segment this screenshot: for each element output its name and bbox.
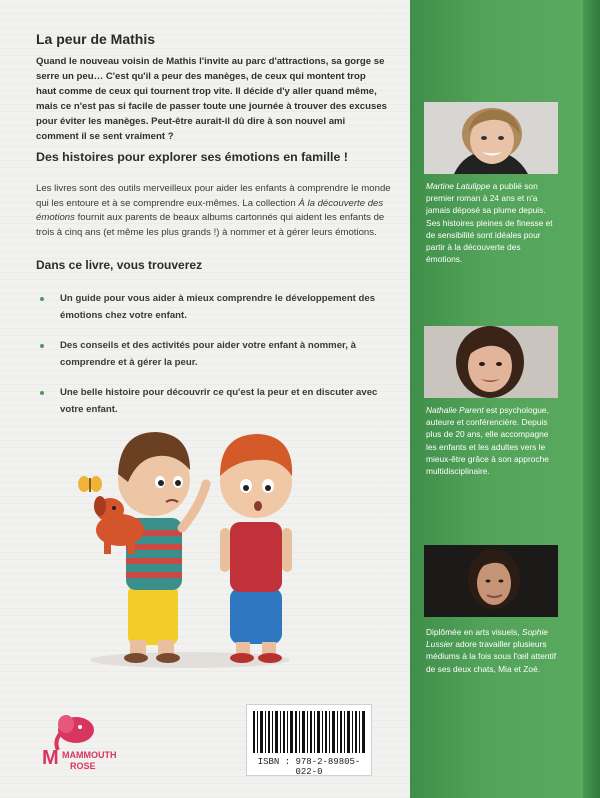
illustrator-name: Sophie Lussier	[426, 627, 548, 650]
logo-text-line1: MAMMOUTH	[62, 750, 117, 760]
isbn-text: ISBN : 978-2-89805-022-0	[257, 757, 361, 777]
series-heading: Des histoires pour explorer ses émotions en famille !	[36, 150, 348, 164]
contents-item	[36, 337, 386, 371]
svg-text:M: M	[42, 747, 59, 769]
series-description	[36, 182, 392, 240]
series-text-end: fournit aux parents de beaux albums cartonnés qui aident les enfants de trois à cinq ans (et même les plus grands !) à nommer et à gérer leurs émotions.	[36, 212, 385, 238]
boy-neighbor	[220, 434, 292, 663]
illustrator-bio-start: Diplômée en arts visuels,	[426, 627, 522, 637]
cover-illustration	[70, 410, 320, 670]
barcode-icon	[253, 711, 365, 753]
publisher-logo	[40, 712, 120, 780]
author-bio-text: est psychologue, auteure et conférencière. Depuis plus de 20 ans, elle accompagne les enfants et les adultes vers le mieux-être grâce à son approche multidisciplinaire.	[426, 405, 549, 477]
author-photo-martine	[424, 102, 558, 174]
contents-item-text: Des conseils et des activités pour aider votre enfant à nommer, à comprendre et à gérer la peur.	[60, 340, 356, 368]
series-text-start: Les livres sont des outils merveilleux pour aider les enfants à comprendre le monde qui les entoure et à se comprendre eux-mêmes. La collection	[36, 183, 391, 209]
contents-item	[36, 290, 386, 324]
synopsis: Quand le nouveau voisin de Mathis l'invite au parc d'attractions, sa gorge se serre un peu… C'est qu'il a peur des manèges, de ceux qui montent trop haut comme de ceux qui tournent trop vite. Il décide d'y aller quand même, mais ce n'est pas si facile de passer toute une journée à trouver des excuses pour éviter les manèges. Peut-être aurait-il dû dire à son nouvel ami comment il se sent vraiment ?	[36, 56, 388, 142]
author-name: Martine Latulippe	[426, 181, 491, 191]
author-bio-nathalie	[426, 404, 558, 477]
series-name: À la découverte des émotions	[36, 197, 384, 223]
logo-text-line2: ROSE	[70, 761, 96, 771]
contents-item-text: Un guide pour vous aider à mieux comprendre le développement des émotions chez votre enfant.	[60, 293, 376, 321]
illustrator-bio-end: adore travailler plusieurs médiums à la fois sous l'œil attentif de ses deux chats, Mia et Zoé.	[426, 639, 557, 674]
bullet-dot-icon	[40, 344, 44, 348]
bullet-dot-icon	[40, 297, 44, 301]
book-spine-edge	[583, 0, 600, 798]
illustrator-photo-sophie	[424, 545, 558, 617]
book-title: La peur de Mathis	[36, 31, 156, 47]
barcode	[246, 704, 372, 776]
author-photo-nathalie	[424, 326, 558, 398]
contents-heading: Dans ce livre, vous trouverez	[36, 258, 203, 272]
author-name: Nathalie Parent	[426, 405, 484, 415]
bullet-dot-icon	[40, 391, 44, 395]
butterfly-icon	[78, 476, 102, 492]
illustrator-bio-sophie	[426, 626, 558, 675]
author-bio-martine	[426, 180, 558, 265]
author-bio-text: a publié son premier roman à 24 ans et n'a jamais déposé sa plume depuis. Ses histoires pleines de finesse et de sensibilité sont idéales pour partir à la découverte des émotions.	[426, 181, 553, 265]
contents-item-text: Une belle histoire pour découvrir ce qu'est la peur et en discuter avec votre enfant.	[60, 387, 378, 415]
